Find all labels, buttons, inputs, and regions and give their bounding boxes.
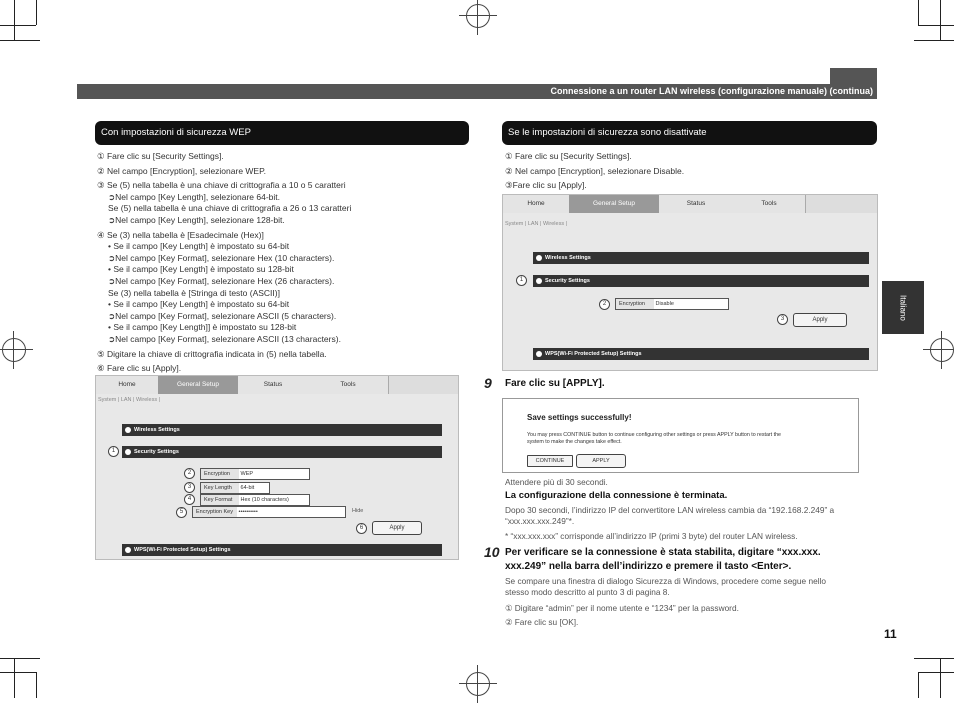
wireless-settings-bar[interactable]: Wireless Settings [533, 252, 869, 264]
router-screenshot-disabled [502, 194, 878, 371]
disabled-line: ② Nel campo [Encryption], selezionare Disable. [505, 165, 685, 176]
registration-mark [2, 338, 26, 362]
step-9-desc-1: Dopo 30 secondi, l’indirizzo IP del convertitore LAN wireless cambia da “192.168.2.249” a [505, 505, 835, 515]
wep-line: • Se il campo [Key Length]] è impostato su 128-bit [108, 322, 297, 333]
callout-5: 5 [176, 507, 187, 518]
step-10-title-2: xxx.249” nella barra dell’indirizzo e premere il tasto <Enter>. [505, 561, 792, 572]
crop-mark [918, 672, 919, 698]
wep-line: ⑤ Digitare la chiave di crittografia indicata in (5) nella tabella. [97, 348, 327, 359]
wep-line: ➲Nel campo [Key Format], selezionare ASCII (13 characters). [108, 333, 341, 344]
crop-mark [918, 0, 919, 25]
crop-mark [0, 25, 36, 26]
registration-mark [466, 672, 490, 696]
key-format-label: Key Format [201, 495, 239, 505]
callout-1: 1 [108, 446, 119, 457]
apply-button[interactable]: Apply [372, 521, 422, 535]
header-title: Connessione a un router LAN wireless (configurazione manuale) (continua) [550, 86, 873, 96]
tab-tools[interactable]: Tools [308, 376, 389, 394]
wep-line: ⑥ Fare clic su [Apply]. [97, 363, 182, 374]
crop-mark [14, 658, 15, 698]
encryption-value: WEP [240, 471, 254, 477]
encryption-key-value: •••••••••• [238, 509, 258, 515]
wep-line: ➲Nel campo [Key Format], selezionare Hex (26 characters). [108, 275, 335, 286]
crop-mark [914, 658, 954, 659]
config-done: La configurazione della connessione è terminata. [505, 490, 728, 501]
tab-home[interactable]: Home [503, 195, 570, 213]
step-10-line-1: ① Digitare “admin” per il nome utente e “1234” per la password. [505, 603, 739, 613]
crop-mark [918, 672, 954, 673]
router-tabbar [503, 195, 877, 213]
step-10-number: 10 [484, 544, 500, 560]
apply-button[interactable]: APPLY [576, 454, 626, 468]
router-tabbar [96, 376, 458, 394]
callout-1: 1 [516, 275, 527, 286]
disabled-instructions [505, 151, 684, 192]
step-9-title: Fare clic su [APPLY]. [505, 378, 605, 389]
crop-mark [940, 658, 941, 698]
encryption-label: Encryption [201, 469, 239, 479]
tab-general-setup[interactable]: General Setup [569, 195, 660, 213]
callout-4: 4 [184, 494, 195, 505]
disabled-line: ③Fare clic su [Apply]. [505, 180, 587, 191]
callout-2: 2 [599, 299, 610, 310]
wep-line: ④ Se (3) nella tabella è [Esadecimale (Hex)] [97, 229, 264, 240]
callout-2: 2 [184, 468, 195, 479]
wep-line: ➲Nel campo [Key Format], selezionare ASCII (5 characters). [108, 310, 337, 321]
encryption-select[interactable] [615, 298, 729, 310]
wep-line: ➲Nel campo [Key Length], selezionare 64-bit. [108, 191, 281, 202]
wep-line: ➲Nel campo [Key Length], selezionare 128-bit. [108, 214, 285, 225]
key-format-value: Hex (10 characters) [240, 497, 289, 503]
callout-3: 3 [184, 482, 195, 493]
crop-mark [14, 0, 15, 40]
step-9-number: 9 [484, 375, 492, 391]
page-number: 11 [884, 627, 897, 641]
crop-mark [0, 658, 40, 659]
dialog-title: Save settings successfully! [527, 413, 632, 422]
wep-section-title: Con impostazioni di sicurezza WEP [95, 121, 469, 145]
step-10-line-2: ② Fare clic su [OK]. [505, 617, 579, 627]
disabled-section-title: Se le impostazioni di sicurezza sono disattivate [502, 121, 877, 145]
dialog-text-2: system to make the changes take effect. [527, 439, 622, 445]
dialog-text-1: You may press CONTINUE button to continue configuring other settings or press APPLY button to restart the [527, 432, 781, 438]
encryption-select[interactable] [200, 468, 310, 480]
router-screenshot-wep [95, 375, 459, 560]
apply-button[interactable]: Apply [793, 313, 847, 327]
callout-3: 3 [777, 314, 788, 325]
wep-line: ③ Se (5) nella tabella è una chiave di crittografia a 10 o 5 caratteri [97, 180, 346, 191]
disabled-line: ① Fare clic su [Security Settings]. [505, 151, 632, 161]
wep-line: • Se il campo [Key Length] è impostato su 64-bit [108, 299, 290, 310]
wep-line: Se (3) nella tabella è [Stringa di testo (ASCII)] [108, 287, 280, 298]
hide-checkbox-label[interactable]: Hide [352, 508, 364, 514]
tab-general-setup[interactable]: General Setup [158, 376, 239, 394]
registration-mark [930, 338, 954, 362]
tab-status[interactable]: Status [659, 195, 734, 213]
crop-mark [914, 40, 954, 41]
header-tab [830, 68, 877, 84]
registration-mark [466, 4, 490, 28]
encryption-key-label: Encryption Key [193, 507, 237, 517]
wep-line: • Se il campo [Key Length] è impostato su 64-bit [108, 241, 290, 252]
encryption-label: Encryption [616, 299, 654, 309]
step-9-footnote: * “xxx.xxx.xxx” corrisponde all’indirizzo IP (primi 3 byte) del router LAN wireless. [505, 531, 798, 541]
wps-settings-bar[interactable]: WPS(Wi-Fi Protected Setup) Settings [122, 544, 442, 556]
tab-home[interactable]: Home [96, 376, 159, 394]
wep-line: ① Fare clic su [Security Settings]. [97, 151, 224, 161]
crop-mark [36, 0, 37, 25]
wep-line: • Se il campo [Key Length] è impostato su 128-bit [108, 264, 294, 275]
language-tab-label: Italiano [898, 294, 908, 321]
save-dialog [502, 398, 859, 473]
breadcrumb: System | LAN | Wireless | [505, 221, 568, 227]
wps-settings-bar[interactable]: WPS(Wi-Fi Protected Setup) Settings [533, 348, 869, 360]
wait-note: Attendere più di 30 secondi. [505, 477, 608, 487]
key-length-label: Key Length [201, 483, 239, 493]
crop-mark [0, 40, 40, 41]
step-10-desc-2: stesso modo descritto al punto 3 di pagina 8. [505, 587, 670, 597]
breadcrumb: System | LAN | Wireless | [98, 397, 161, 403]
encryption-key-input[interactable] [192, 506, 346, 518]
step-10-desc-1: Se compare una finestra di dialogo Sicurezza di Windows, procedere come segue nello [505, 576, 826, 586]
wep-line: Se (5) nella tabella è una chiave di crittografia a 26 o 13 caratteri [108, 203, 352, 214]
wep-instructions [97, 151, 351, 375]
step-10-title-1: Per verificare se la connessione è stata stabilita, digitare “xxx.xxx. [505, 547, 821, 558]
security-settings-bar[interactable]: Security Settings [533, 275, 869, 287]
crop-mark [918, 25, 954, 26]
callout-6: 6 [356, 523, 367, 534]
tab-tools[interactable]: Tools [733, 195, 806, 213]
wep-line: ➲Nel campo [Key Format], selezionare Hex (10 characters). [108, 252, 335, 263]
wireless-settings-bar[interactable]: Wireless Settings [122, 424, 442, 436]
crop-mark [36, 672, 37, 698]
security-settings-bar[interactable]: Security Settings [122, 446, 442, 458]
encryption-value: Disable [655, 301, 674, 307]
crop-mark [0, 672, 36, 673]
wep-line: ② Nel campo [Encryption], selezionare WEP. [97, 165, 267, 176]
crop-mark [940, 0, 941, 40]
key-format-select[interactable] [200, 494, 310, 506]
continue-button[interactable]: CONTINUE [527, 455, 573, 467]
key-length-value: 64-bit [240, 485, 255, 491]
step-9-desc-2: “xxx.xxx.xxx.249”*. [505, 516, 575, 526]
tab-status[interactable]: Status [238, 376, 309, 394]
key-length-select[interactable] [200, 482, 270, 494]
